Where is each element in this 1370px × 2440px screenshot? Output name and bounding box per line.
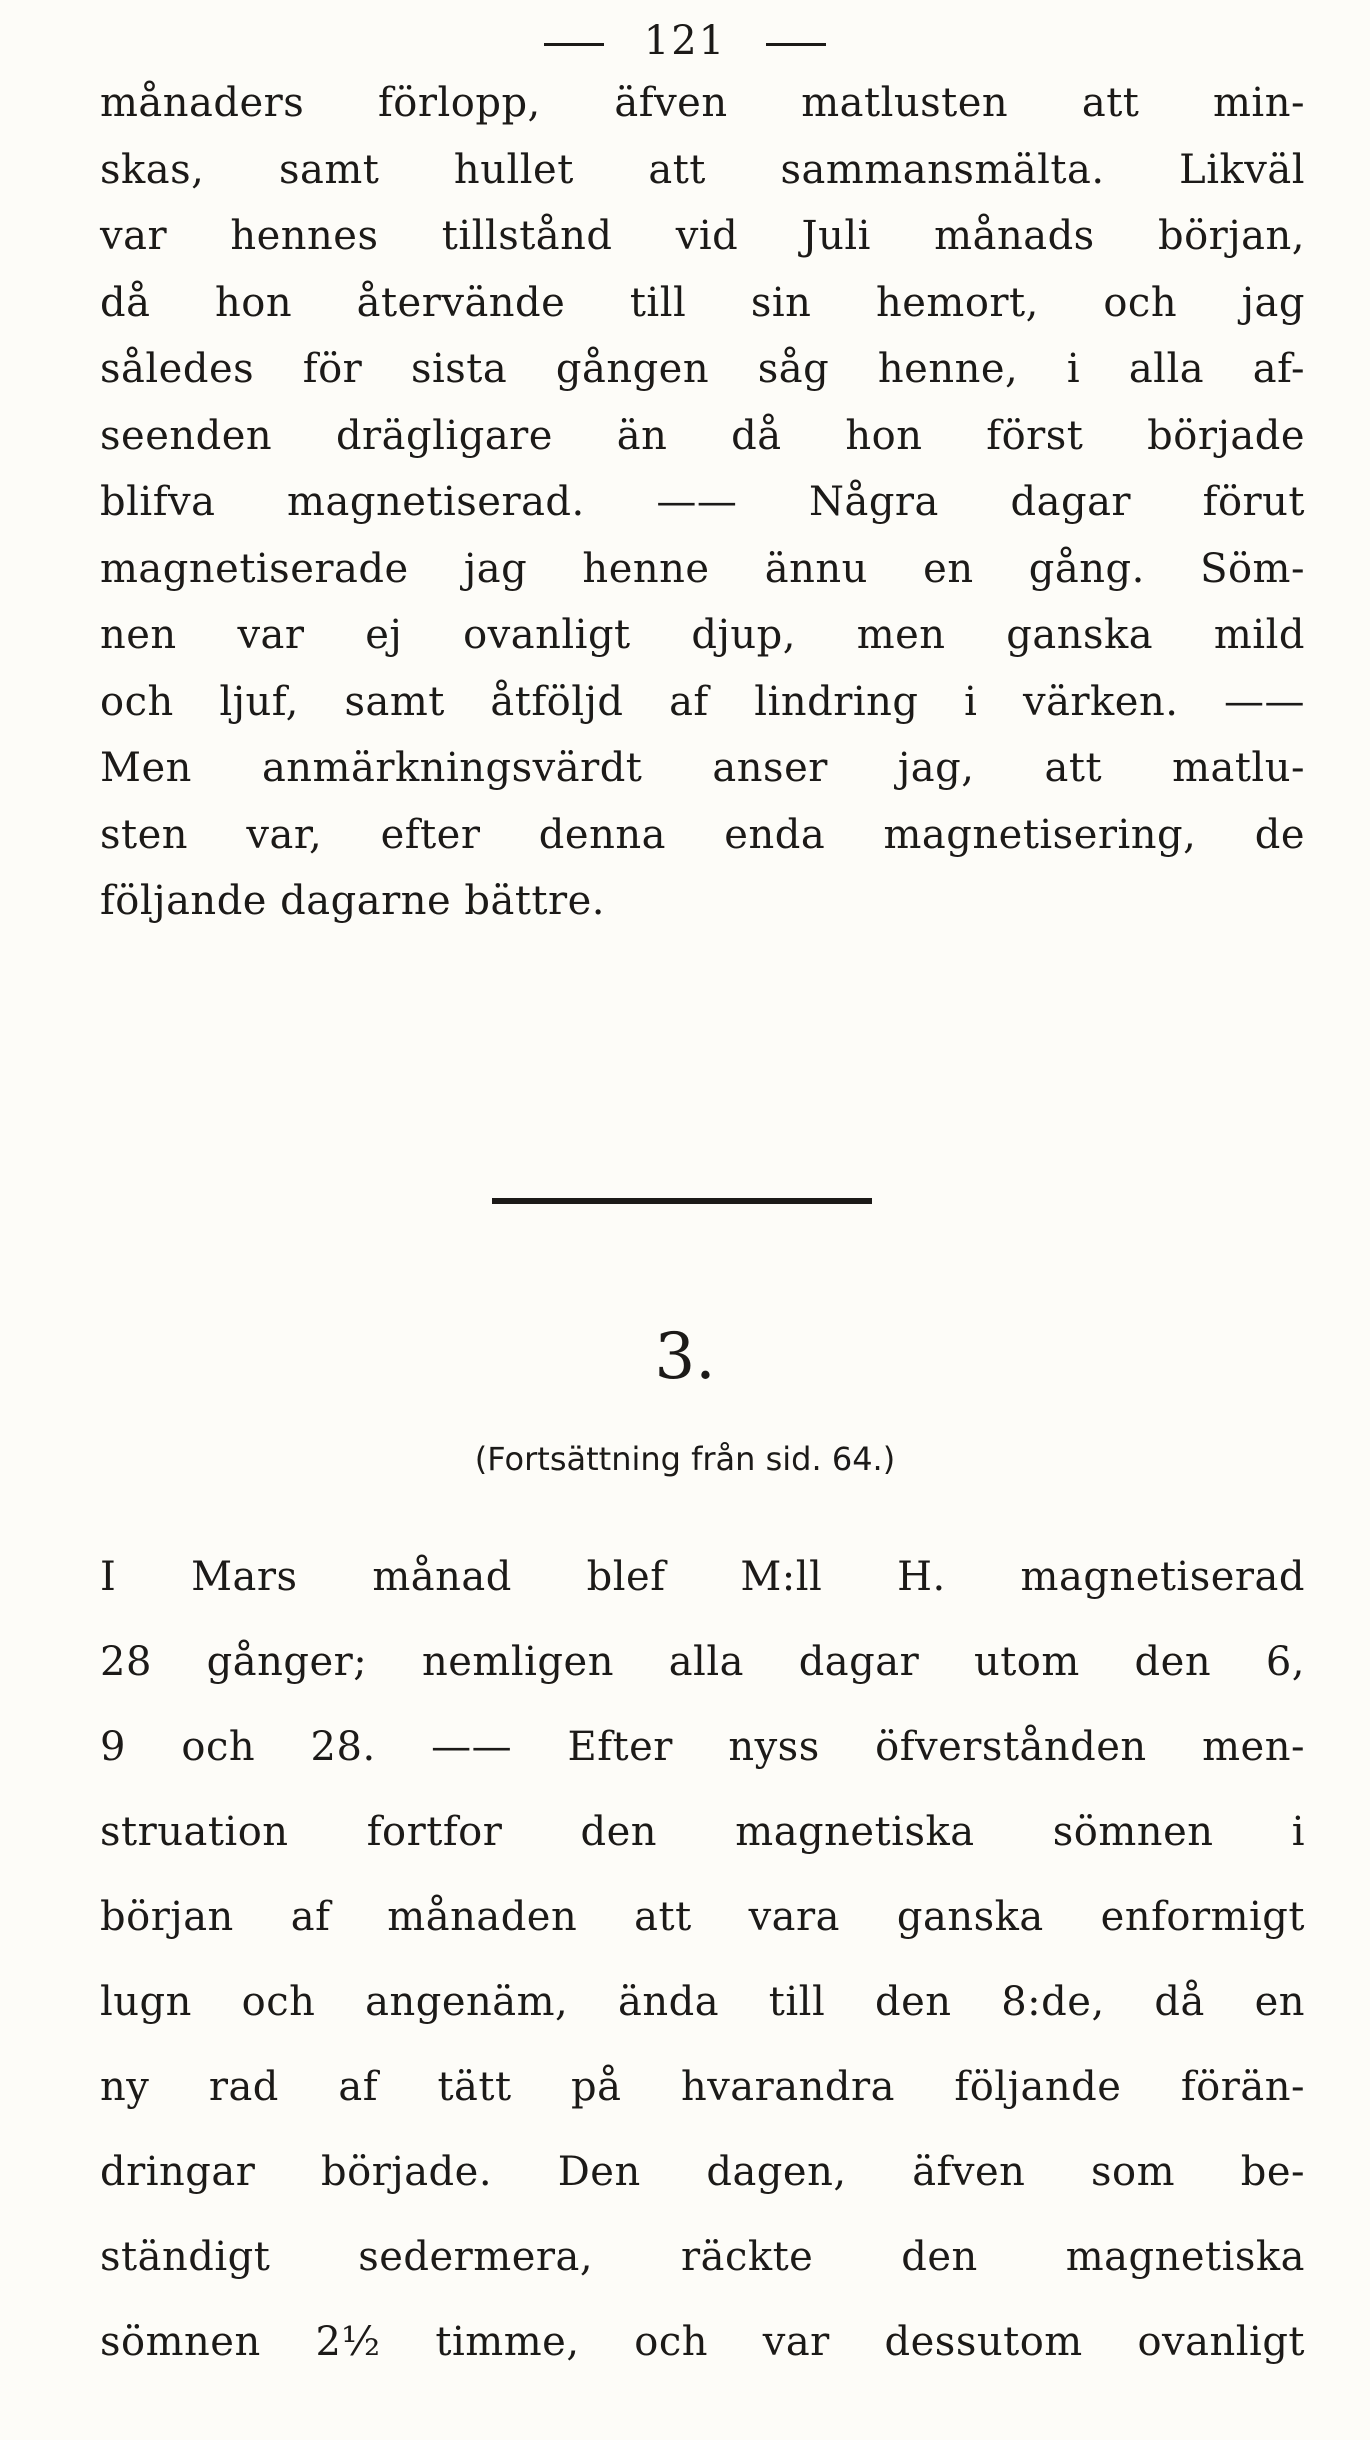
text-line: sömnen 2½ timme, och var dessutom ovanligt: [100, 2319, 1305, 2365]
text-line: 9 och 28. —— Efter nyss öfverstånden men-: [100, 1724, 1305, 1770]
continuation-note: (Fortsättning från sid. 64.): [474, 1440, 896, 1478]
section-divider: [492, 1198, 872, 1204]
text-line: I Mars månad blef M:ll H. magnetiserad: [100, 1554, 1305, 1600]
text-line: sten var, efter denna enda magnetisering, de: [100, 811, 1305, 858]
text-line: Men anmärkningsvärdt anser jag, att matlu-: [100, 745, 1305, 791]
text-line: struation fortfor den magnetiska sömnen i: [100, 1809, 1305, 1855]
text-line: ny rad af tätt på hvarandra följande förän-: [100, 2064, 1305, 2110]
text-line: ständigt sedermera, räckte den magnetiska: [100, 2234, 1305, 2280]
text-line: blifva magnetiserad. —— Några dagar förut: [100, 479, 1305, 525]
text-line: således för sista gången såg henne, i alla af-: [100, 346, 1305, 392]
text-line: magnetiserade jag henne ännu en gång. Söm-: [100, 545, 1305, 592]
header-dash-left: [544, 43, 604, 46]
page-number: 121: [643, 18, 727, 64]
header-dash-right: [766, 43, 826, 46]
text-line: nen var ej ovanligt djup, men ganska mild: [100, 612, 1305, 658]
text-line: var hennes tillstånd vid Juli månads början,: [100, 213, 1305, 259]
text-line: skas, samt hullet att sammansmälta. Likväl: [100, 146, 1305, 193]
text-line: seenden drägligare än då hon först började: [100, 412, 1305, 459]
text-line: följande dagarne bättre.: [100, 878, 605, 924]
text-line: månaders förlopp, äfven matlusten att min-: [100, 80, 1305, 126]
text-line: och ljuf, samt åtföljd af lindring i värken. ——: [100, 678, 1305, 725]
text-line: då hon återvände till sin hemort, och jag: [100, 279, 1305, 326]
text-line: 28 gånger; nemligen alla dagar utom den 6,: [100, 1639, 1305, 1685]
text-line: lugn och angenäm, ända till den 8:de, då en: [100, 1979, 1305, 2025]
text-line: dringar började. Den dagen, äfven som be-: [100, 2149, 1305, 2195]
text-line: början af månaden att vara ganska enformigt: [100, 1894, 1305, 1940]
paragraph-2: [100, 1535, 1305, 2385]
page-header: [0, 18, 1370, 64]
section-number: 3.: [654, 1320, 716, 1394]
paragraph-1: [100, 70, 1305, 935]
